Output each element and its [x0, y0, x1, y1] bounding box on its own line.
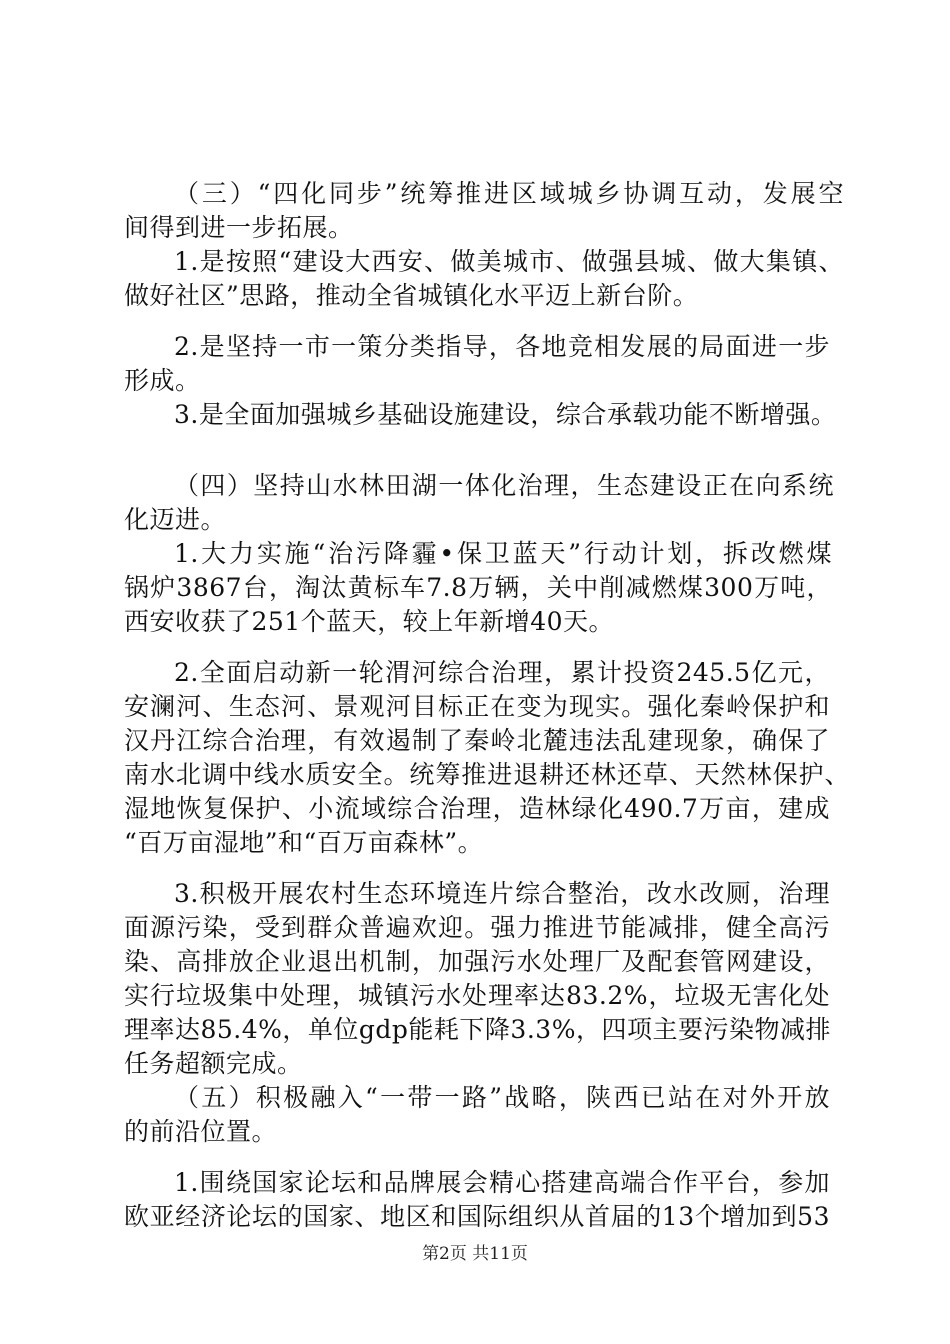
text-line: 锅炉3867台，淘汰黄标车7.8万辆，关中削减燃煤300万吨， — [124, 573, 832, 602]
page-number: 第2页 共11页 — [422, 1244, 528, 1264]
text-line: 湿地恢复保护、小流域综合治理，造林绿化490.7万亩，建成 — [124, 794, 830, 823]
text-line: 2.是坚持一市一策分类指导，各地竞相发展的局面进一步 — [174, 332, 830, 361]
text-line: 的前沿位置。 — [124, 1117, 278, 1146]
text-line: 1.围绕国家论坛和品牌展会精心搭建高端合作平台，参加 — [174, 1168, 830, 1197]
text-line: 南水北调中线水质安全。统筹推进退耕还林还草、天然林保护、 — [124, 760, 850, 789]
text-line: 染、高排放企业退出机制，加强污水处理厂及配套管网建设， — [124, 947, 830, 976]
text-line: 1.大力实施“治污降霾•保卫蓝天”行动计划，拆改燃煤 — [174, 539, 832, 568]
text-line: 汉丹江综合治理，有效遏制了秦岭北麓违法乱建现象，确保了 — [124, 726, 830, 755]
text-line: 面源污染，受到群众普遍欢迎。强力推进节能减排，健全高污 — [124, 913, 830, 942]
text-line: （四）坚持山水林田湖一体化治理，生态建设正在向系统 — [174, 471, 834, 500]
text-line: 安澜河、生态河、景观河目标正在变为现实。强化秦岭保护和 — [124, 692, 830, 721]
text-line: 形成。 — [124, 366, 201, 395]
text-line: （五）积极融入“一带一路”战略，陕西已站在对外开放 — [174, 1083, 830, 1112]
text-line: 1.是按照“建设大西安、做美城市、做强县城、做大集镇、 — [174, 247, 844, 276]
text-line: 3.积极开展农村生态环境连片综合整治，改水改厕，治理 — [174, 879, 830, 908]
text-line: 西安收获了251个蓝天，较上年新增40天。 — [124, 607, 615, 636]
text-line: 2.全面启动新一轮渭河综合治理，累计投资245.5亿元， — [174, 658, 830, 687]
text-line: 做好社区”思路，推动全省城镇化水平迈上新台阶。 — [124, 281, 699, 310]
text-line: 理率达85.4%，单位gdp能耗下降3.3%，四项主要污染物减排 — [124, 1015, 831, 1044]
text-line: （三）“四化同步”统筹推进区域城乡协调互动，发展空 — [174, 179, 844, 208]
text-line: 3.是全面加强城乡基础设施建设，综合承载功能不断增强。 — [174, 400, 837, 429]
text-line: 实行垃圾集中处理，城镇污水处理率达83.2%，垃圾无害化处 — [124, 981, 830, 1010]
text-line: “百万亩湿地”和“百万亩森林”。 — [124, 828, 484, 857]
text-line: 化迈进。 — [124, 505, 227, 534]
text-line: 间得到进一步拓展。 — [124, 213, 354, 242]
text-line: 欧亚经济论坛的国家、地区和国际组织从首届的13个增加到53 — [124, 1202, 830, 1231]
text-line: 任务超额完成。 — [124, 1049, 303, 1078]
